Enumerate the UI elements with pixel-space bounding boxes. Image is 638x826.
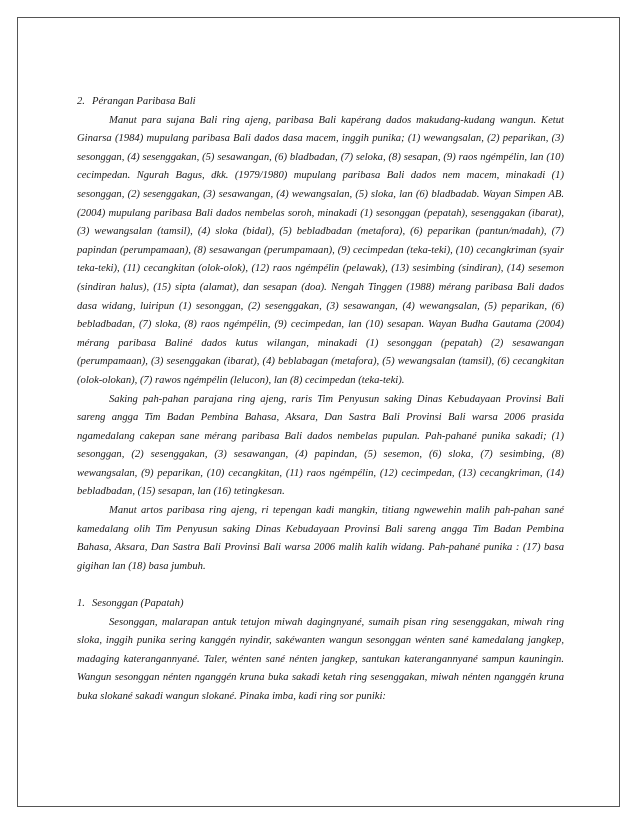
paragraph-para-sujana: Manut para sujana Bali ring ajeng, paribasa Bali kapérang dados makudang-kudang wangun. Ketut Ginarsa (1984) mupulang paribasa Bali dados dasa macem, inggih punika; (1) wewangsalan, (2) peparikan, (3) sesonggan, (4) sesenggakan, (5) sesawangan, (6) bladbadan, (7) seloka, (8) sesapan, (9) raos ngémpélin, lan (10) cecimpedan. Ngurah Bagus, dkk. (1979/1980) mupulang paribasa Bali dados nem macem, minakadi (1) sesonggan, (2) sesenggakan, (3) sesawangan, (4) wewangsalan, (5) sloka, lan (6) bladbadab. Wayan Simpen AB. (2004) mupulang paribasa Bali dados nembelas soroh, minakadi (1) sesonggan (pepatah), sesenggakan (ibarat), (3) wewangsalan (tamsil), (4) sloka (bidal), (5) bebladbadan (metafora), (6) peparikan (pantun/madah), (7) papindan (perumpamaan), (8) sesawangan (perumpamaan), (9) cecimpedan (teka-teki), (10) cecangkriman (syair teka-teki), (11) cecangkitan (olok-olok), (12) raos ngémpélin (pelawak), (13) sesimbing (sindiran), (14) sesemon (sindiran halus), (15) sipta (alamat), dan sesapan (doa). Nengah Tinggen (1988) mérang paribasa Bali dados dasa widang, luiripun (1) sesonggan, (2) sesenggakan, (3) sesawangan, (4) wewangsalan, (5) peparikan, (6) bebladbadan, (7) sloka, (8) raos ngémpélin, (9) cecimpedan, lan (10) sesapan. Wayan Budha Gautama (2004) mérang paribasa Baliné dados kutus wilangan, minakadi (1) sesonggan (pepatah) (2) sesawangan (perumpamaan), (3) sesenggakan (ibarat), (4) beblabagan (metafora), (5) wewangsalan (tamsil), (6) cecangkitan (olok-olokan), (7) rawos ngémpélin (lelucon), lan (8) cecimpedan (teka-teki). [77, 114, 564, 386]
section-heading-perangan [77, 93, 564, 112]
section-gap [77, 576, 564, 595]
document-body [77, 93, 564, 707]
paragraph-sesonggan: Sesonggan, malarapan antuk tetujon miwah dagingnyané, sumaih pisan ring sesenggakan, miwah ring sloka, inggih punika sering kanggén nyindir, sakéwanten wangun sesonggan wénten sané kamedalang jangkep, madaging katerangannyané. Taler, wénten sané nénten jangkep, santukan katerangannyané sampun kauningin. Wangun sesonggan nénten nganggén kruna buka sakadi ketah ring sesenggakan, miwah nénten nganggén kruna buka slokané sakadi wangun slokané. Pinaka imba, kadi ring sor puniki: [77, 616, 564, 702]
section-heading-number: 2. [77, 96, 85, 107]
section-heading-sesonggan [77, 595, 564, 614]
section-heading-title: Pérangan Paribasa Bali [92, 96, 196, 107]
section-heading-title: Sesonggan (Papatah) [92, 598, 184, 610]
paragraph-tim-penyusun: Saking pah-pahan parajana ring ajeng, raris Tim Penyusun saking Dinas Kebudayaan Provinsi Bali sareng angga Tim Badan Pembina Bahasa, Aksara, Dan Sastra Bali Provinsi Bali warsa 2006 prasida ngamedalang cakepan sane mérang paribasa Bali dados nembelas pupulan. Pah-pahané punika sakadi; (1) sesonggan, (2) sesenggakan, (3) sesawangan, (4) papindan, (5) sesemon, (6) sloka, (7) sesimbing, (8) wewangsalan, (9) peparikan, (10) cecangkitan, (11) raos ngémpélin, (12) cecimpedan, (13) cecangkriman, (14) bebladbadan, (15) sesapan, lan (16) tetingkesan. [77, 393, 564, 498]
section-heading-number: 1. [77, 598, 85, 610]
paragraph-manut-artos: Manut artos paribasa ring ajeng, ri tepengan kadi mangkin, titiang ngwewehin malih pah-pahan sané kamedalang olih Tim Penyusun saking Dinas Kebudayaan Provinsi Bali sareng angga Tim Badan Pembina Bahasa, Aksara, Dan Sastra Bali Provinsi Bali warsa 2006 malih kalih widang. Pah-pahané punika : (17) basa gigihan lan (18) basa jumbuh. [77, 505, 564, 572]
